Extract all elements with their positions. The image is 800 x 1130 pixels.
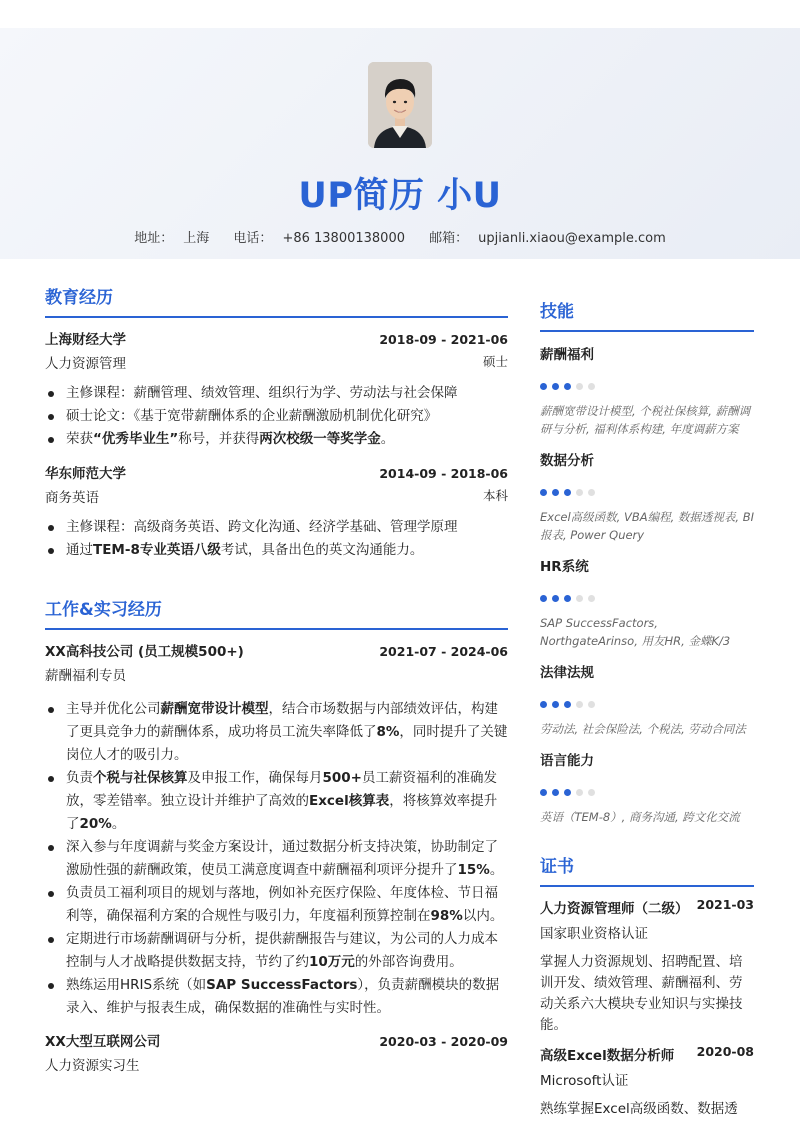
work-section bbox=[45, 595, 508, 1074]
job-title: 薪酬福利专员 bbox=[45, 668, 126, 684]
skill-level-rating bbox=[540, 383, 754, 390]
school-name: 华东师范大学 bbox=[45, 466, 126, 482]
section-title: 技能 bbox=[540, 297, 754, 332]
rating-dot-empty bbox=[576, 489, 583, 496]
rating-dot-filled bbox=[552, 595, 559, 602]
company-name: XX高科技公司 (员工规模500+) bbox=[45, 644, 244, 660]
date-range: 2014-09 - 2018-06 bbox=[379, 466, 508, 481]
cert-item bbox=[540, 897, 754, 1036]
skill-level-rating bbox=[540, 701, 754, 708]
main-column bbox=[45, 283, 508, 1074]
bullet-list bbox=[45, 516, 508, 562]
rating-dot-empty bbox=[588, 595, 595, 602]
bullet-item: 深入参与年度调薪与奖金方案设计，通过数据分析支持决策，协助制定了激励性强的薪酬政策，使员工满意度调查中薪酬福利项评分提升了15%。 bbox=[45, 836, 508, 882]
cert-date: 2021-03 bbox=[696, 897, 754, 912]
contact-address: 地址： 上海 bbox=[134, 231, 210, 246]
skill-item bbox=[540, 343, 754, 438]
date-range: 2020-03 - 2020-09 bbox=[379, 1034, 508, 1049]
date-range: 2018-09 - 2021-06 bbox=[379, 332, 508, 347]
cert-name: 人力资源管理师（二级） bbox=[540, 901, 689, 917]
rating-dot-filled bbox=[552, 489, 559, 496]
date-range: 2021-07 - 2024-06 bbox=[379, 644, 508, 659]
skill-description: 劳动法, 社会保险法, 个税法, 劳动合同法 bbox=[540, 722, 746, 736]
cert-description: 熟练掌握Excel高级函数、数据透 bbox=[540, 1101, 738, 1117]
school-name: 上海财经大学 bbox=[45, 332, 126, 348]
education-section bbox=[45, 283, 508, 562]
rating-dot-filled bbox=[540, 489, 547, 496]
certs-list bbox=[540, 897, 754, 1120]
cert-date: 2020-08 bbox=[696, 1044, 754, 1059]
bullet-item: 荣获“优秀毕业生”称号，并获得两次校级一等奖学金。 bbox=[45, 428, 508, 451]
rating-dot-empty bbox=[588, 489, 595, 496]
contact-email: 邮箱： upjianli.xiaou@example.com bbox=[429, 231, 666, 246]
skill-name: 语言能力 bbox=[540, 753, 594, 769]
section-title: 证书 bbox=[540, 852, 754, 887]
section-title: 教育经历 bbox=[45, 283, 508, 318]
bullet-list bbox=[45, 698, 508, 1020]
work-entry bbox=[45, 1030, 508, 1074]
contact-phone: 电话： +86 13800138000 bbox=[233, 231, 405, 246]
degree: 硕士 bbox=[482, 354, 508, 369]
bullet-item: 硕士论文：《基于宽带薪酬体系的企业薪酬激励机制优化研究》 bbox=[45, 405, 508, 428]
skills-section bbox=[540, 297, 754, 826]
bullet-item: 通过TEM-8专业英语八级考试，具备出色的英文沟通能力。 bbox=[45, 539, 508, 562]
section-title: 工作&实习经历 bbox=[45, 595, 508, 630]
skill-description: SAP SuccessFactors, NorthgateArinso, 用友HR, 金蝶K/3 bbox=[540, 616, 731, 648]
cert-name: 高级Excel数据分析师 bbox=[540, 1048, 675, 1064]
rating-dot-filled bbox=[540, 789, 547, 796]
rating-dot-empty bbox=[588, 789, 595, 796]
cert-issuer: Microsoft认证 bbox=[540, 1073, 629, 1089]
candidate-name: UP简历 小U bbox=[298, 176, 502, 216]
education-entry bbox=[45, 462, 508, 562]
bullet-item: 定期进行市场薪酬调研与分析，提供薪酬报告与建议，为公司的人力成本控制与人才战略提供数据支持，节约了约10万元的外部咨询费用。 bbox=[45, 928, 508, 974]
contact-info bbox=[0, 227, 800, 246]
cert-item bbox=[540, 1044, 754, 1120]
skill-name: 薪酬福利 bbox=[540, 347, 594, 363]
rating-dot-filled bbox=[564, 489, 571, 496]
bullet-list bbox=[45, 382, 508, 451]
avatar bbox=[368, 62, 432, 148]
certs-section bbox=[540, 852, 754, 1120]
skill-description: 英语（TEM-8）, 商务沟通, 跨文化交流 bbox=[540, 810, 740, 824]
bullet-item: 主修课程：高级商务英语、跨文化沟通、经济学基础、管理学原理 bbox=[45, 516, 508, 539]
skill-item bbox=[540, 661, 754, 738]
rating-dot-empty bbox=[576, 701, 583, 708]
rating-dot-filled bbox=[564, 789, 571, 796]
skill-item bbox=[540, 555, 754, 650]
skills-list bbox=[540, 343, 754, 826]
bullet-item: 负责个税与社保核算及申报工作，确保每月500+员工薪资福利的准确发放，零差错率。独立设计并维护了高效的Excel核算表，将核算效率提升了20%。 bbox=[45, 767, 508, 836]
rating-dot-filled bbox=[564, 701, 571, 708]
rating-dot-empty bbox=[576, 383, 583, 390]
major: 人力资源管理 bbox=[45, 356, 126, 372]
rating-dot-filled bbox=[564, 383, 571, 390]
rating-dot-empty bbox=[588, 701, 595, 708]
rating-dot-empty bbox=[588, 383, 595, 390]
skill-description: Excel高级函数, VBA编程, 数据透视表, BI报表, Power Query bbox=[540, 510, 755, 542]
rating-dot-filled bbox=[540, 701, 547, 708]
cert-issuer: 国家职业资格认证 bbox=[540, 926, 648, 942]
rating-dot-filled bbox=[540, 383, 547, 390]
skill-item bbox=[540, 749, 754, 826]
degree: 本科 bbox=[482, 488, 508, 503]
skill-level-rating bbox=[540, 595, 754, 602]
rating-dot-filled bbox=[564, 595, 571, 602]
rating-dot-filled bbox=[552, 789, 559, 796]
bullet-item: 主导并优化公司薪酬宽带设计模型，结合市场数据与内部绩效评估，构建了更具竞争力的薪酬体系，成功将员工流失率降低了8%，同时提升了关键岗位人才的吸引力。 bbox=[45, 698, 508, 767]
job-title: 人力资源实习生 bbox=[45, 1058, 140, 1074]
skill-name: 数据分析 bbox=[540, 453, 594, 469]
skill-level-rating bbox=[540, 489, 754, 496]
skill-level-rating bbox=[540, 789, 754, 796]
cert-description: 掌握人力资源规划、招聘配置、培训开发、绩效管理、薪酬福利、劳动关系六大模块专业知识与实操技能。 bbox=[540, 954, 743, 1033]
side-column bbox=[540, 297, 754, 1120]
company-name: XX大型互联网公司 bbox=[45, 1034, 161, 1050]
bullet-item: 负责员工福利项目的规划与落地，例如补充医疗保险、年度体检、节日福利等，确保福利方案的合规性与吸引力，年度福利预算控制在98%以内。 bbox=[45, 882, 508, 928]
rating-dot-filled bbox=[552, 701, 559, 708]
bullet-item: 熟练运用HRIS系统（如SAP SuccessFactors），负责薪酬模块的数据录入、维护与报表生成，确保数据的准确性与实时性。 bbox=[45, 974, 508, 1020]
skill-name: HR系统 bbox=[540, 559, 589, 575]
rating-dot-empty bbox=[576, 789, 583, 796]
major: 商务英语 bbox=[45, 490, 99, 506]
skill-item bbox=[540, 449, 754, 544]
skill-description: 薪酬宽带设计模型, 个税社保核算, 薪酬调研与分析, 福利体系构建, 年度调薪方案 bbox=[540, 404, 751, 436]
rating-dot-filled bbox=[552, 383, 559, 390]
rating-dot-filled bbox=[540, 595, 547, 602]
bullet-item: 主修课程：薪酬管理、绩效管理、组织行为学、劳动法与社会保障 bbox=[45, 382, 508, 405]
work-entry bbox=[45, 640, 508, 1020]
education-entry bbox=[45, 328, 508, 451]
rating-dot-empty bbox=[576, 595, 583, 602]
resume-header bbox=[0, 28, 800, 259]
skill-name: 法律法规 bbox=[540, 665, 594, 681]
